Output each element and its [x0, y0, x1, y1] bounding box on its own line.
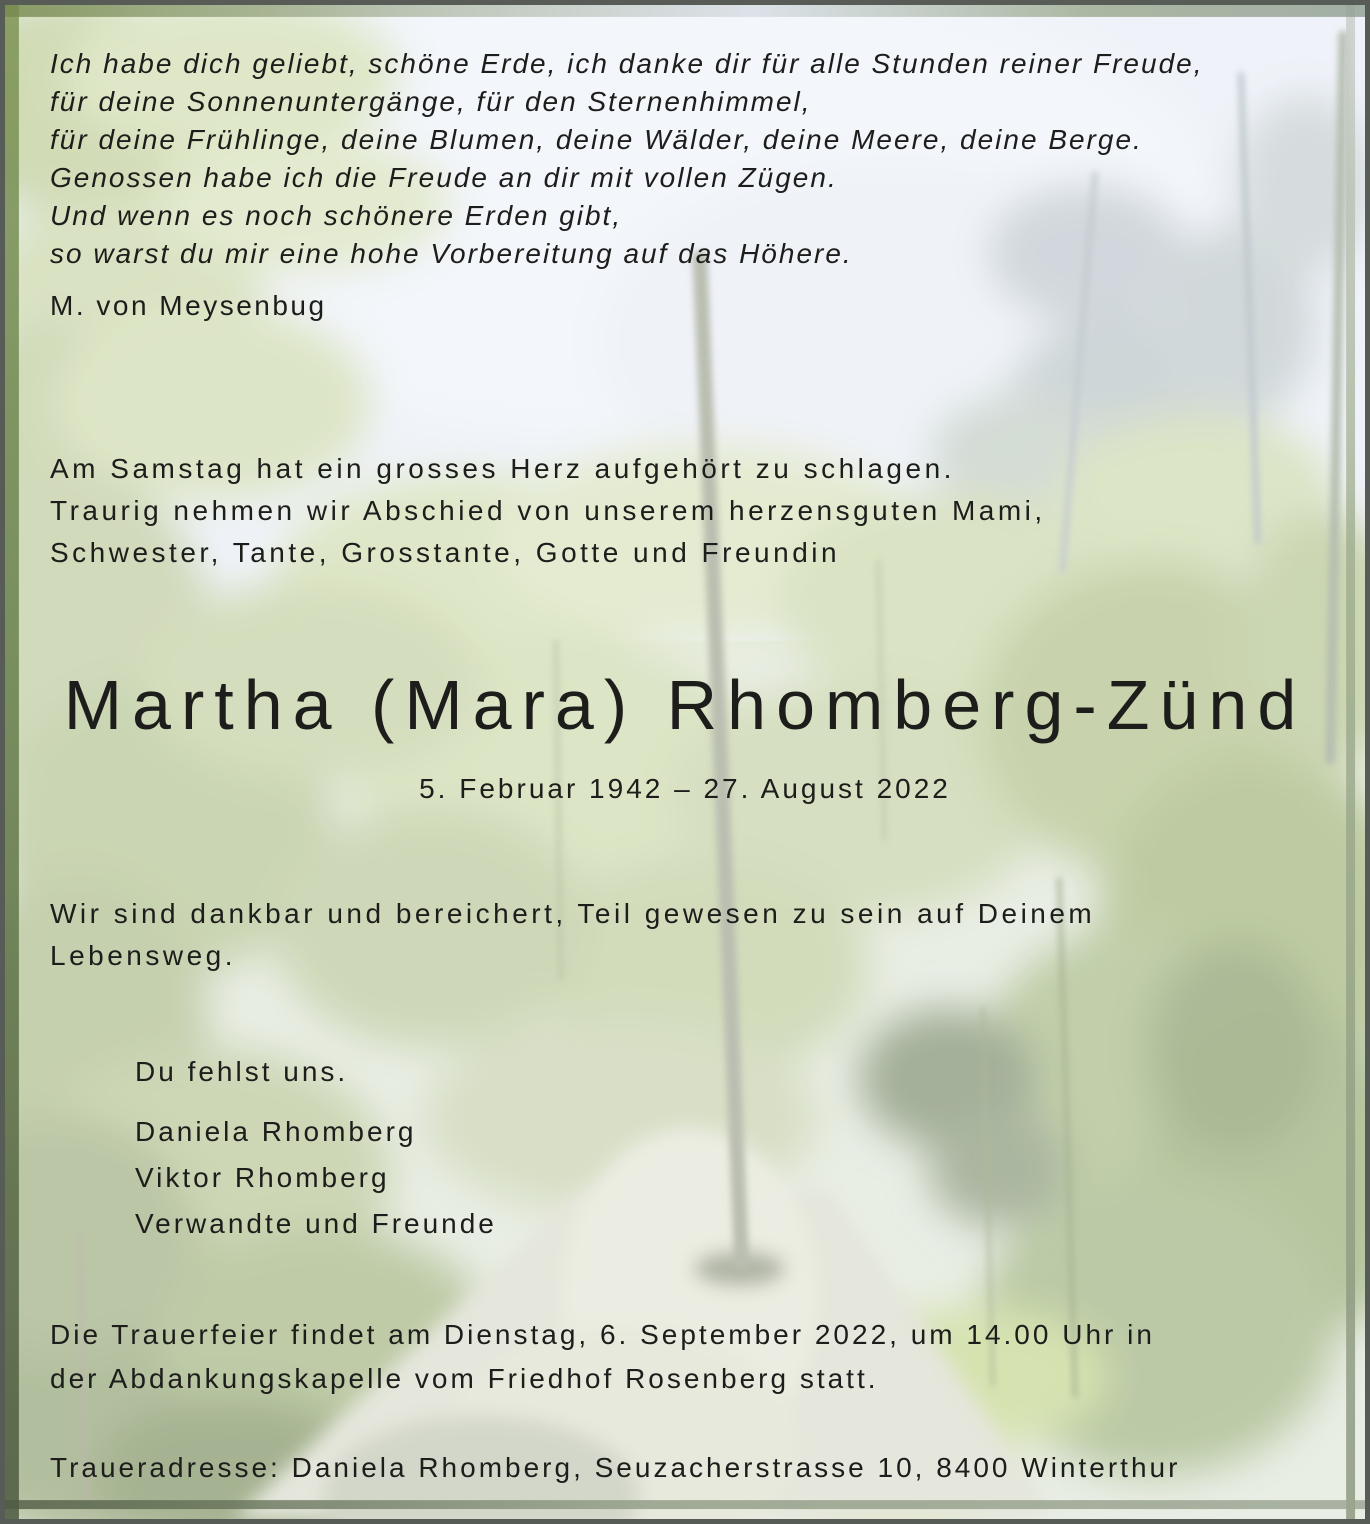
quote-line-3: für deine Frühlinge, deine Blumen, deine Wälder, deine Meere, deine Berge. — [50, 124, 1143, 155]
mourners-list — [135, 1109, 497, 1247]
quote-line-4: Genossen habe ich die Freude an dir mit vollen Zügen. — [50, 162, 838, 193]
announcement-line-2: Traurig nehmen wir Abschied von unserem herzensguten Mami, — [50, 495, 1046, 526]
mourner-name-3: Verwandte und Freunde — [135, 1208, 497, 1239]
notice-text-layer — [5, 5, 1365, 1519]
quote-line-5: Und wenn es noch schönere Erden gibt, — [50, 200, 623, 231]
announcement-text — [50, 448, 1046, 574]
announcement-line-3: Schwester, Tante, Grosstante, Gotte und Freundin — [50, 537, 841, 568]
life-dates: 5. Februar 1942 – 27. August 2022 — [419, 773, 951, 804]
tribute-line-1: Wir sind dankbar und bereichert, Teil gewesen zu sein auf Deinem — [50, 898, 1096, 929]
tribute-text — [50, 893, 1095, 977]
deceased-name: Martha (Mara) Rhomberg-Zünd — [63, 666, 1307, 744]
service-line-1: Die Trauerfeier findet am Dienstag, 6. September 2022, um 14.00 Uhr in — [50, 1319, 1155, 1350]
quote-attribution: M. von Meysenbug — [50, 290, 327, 321]
quote-line-2: für deine Sonnenuntergänge, für den Sternenhimmel, — [50, 86, 812, 117]
quote-line-1: Ich habe dich geliebt, schöne Erde, ich danke dir für alle Stunden reiner Freude, — [50, 48, 1204, 79]
mourner-name-1: Daniela Rhomberg — [135, 1116, 417, 1147]
tribute-line-2: Lebensweg. — [50, 940, 237, 971]
opening-quote — [50, 45, 1204, 273]
funeral-service-info — [50, 1313, 1155, 1401]
farewell-text: Du fehlst uns. — [135, 1056, 349, 1087]
mourning-address: Traueradresse: Daniela Rhomberg, Seuzacherstrasse 10, 8400 Winterthur — [50, 1452, 1181, 1483]
quote-line-6: so warst du mir eine hohe Vorbereitung auf das Höhere. — [50, 238, 853, 269]
announcement-line-1: Am Samstag hat ein grosses Herz aufgehört zu schlagen. — [50, 453, 955, 484]
mourner-name-2: Viktor Rhomberg — [135, 1162, 390, 1193]
service-line-2: der Abdankungskapelle vom Friedhof Rosenberg statt. — [50, 1363, 879, 1394]
